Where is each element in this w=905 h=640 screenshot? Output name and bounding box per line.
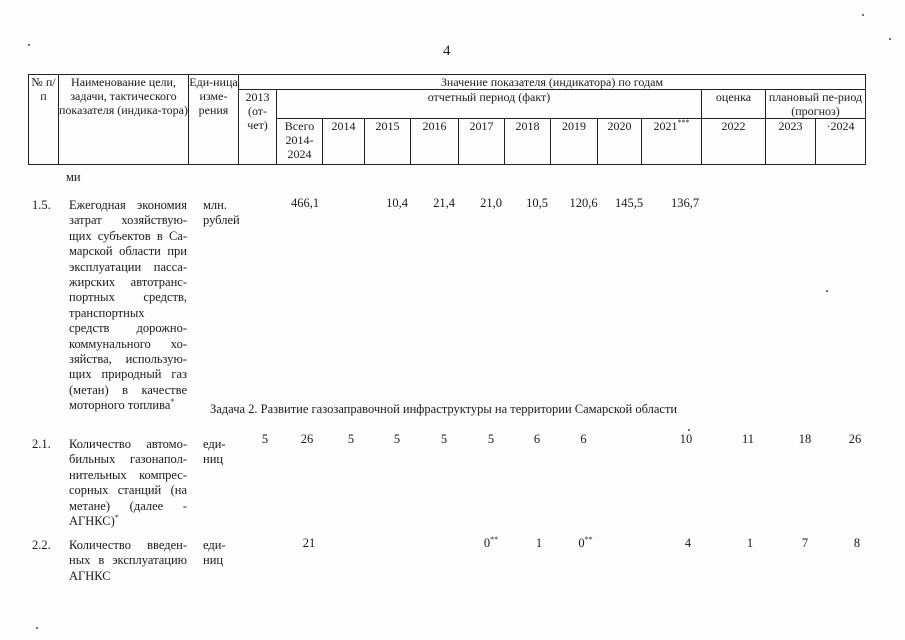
group-title: Значение показателя (индикатора) по годам [239, 75, 866, 90]
indicator-name: Количество автомо-бильных газонапол-нительных компрес-сорных станций (на метане) (далее - АГНКС)* [69, 437, 187, 529]
year-header: 2016 [411, 119, 459, 165]
value-2016: 21,4 [433, 196, 455, 210]
indicator-name: Количество введен-ных в эксплуатацию АГНКС [69, 538, 187, 583]
value-2021: 10 [679, 432, 693, 446]
row-num: 2.1. [32, 437, 51, 451]
header-table [28, 74, 866, 165]
value-2024: 8 [853, 536, 861, 550]
value-2024: 26 [848, 432, 862, 446]
unit: млн. рублей [203, 198, 240, 228]
value-2018: 1 [535, 536, 543, 550]
value-2013: 5 [261, 432, 269, 446]
col-2013-header: 2013 (от-чет) [239, 90, 277, 165]
value-2018: 10,5 [526, 196, 548, 210]
col-name-header: Наименование цели, задачи, тактического показателя (индика-тора) [59, 75, 189, 165]
task-2-title: Задача 2. Развитие газозаправочной инфраструктуры на территории Самарской области [210, 402, 678, 416]
estimate-header: оценка [702, 90, 766, 119]
scan-speck [826, 290, 828, 292]
value-total: 26 [300, 432, 314, 446]
year-header: 2017 [459, 119, 505, 165]
reporting-period-header: отчетный период (факт) [277, 90, 702, 119]
scan-speck [36, 627, 38, 629]
scan-speck [862, 14, 864, 16]
value-2023: 7 [801, 536, 809, 550]
year-header: 2020 [598, 119, 642, 165]
unit: еди-ниц [203, 538, 226, 568]
value-2023: 18 [798, 432, 812, 446]
planned-header: плановый пе-риод (прогноз) [766, 90, 866, 119]
value-2015: 10,4 [386, 196, 408, 210]
year-header: 2019 [551, 119, 598, 165]
value-2018: 6 [533, 432, 541, 446]
scan-speck [688, 429, 690, 431]
value-2016: 5 [440, 432, 448, 446]
value-2020: 145,5 [614, 196, 644, 210]
value-2017: 21,0 [480, 196, 502, 210]
value-2015: 5 [393, 432, 401, 446]
total-header: Всего 2014-2024 [277, 119, 323, 165]
value-2019: 6 [580, 432, 587, 446]
value-total: 21 [302, 536, 316, 550]
year-header: 2015 [365, 119, 411, 165]
value-2017: 5 [487, 432, 495, 446]
value-2019: 120,6 [569, 196, 598, 210]
year-2023-header: 2023 [766, 119, 816, 165]
scan-speck [889, 38, 891, 40]
year-2024-header: ·2024 [816, 119, 866, 165]
scan-speck [28, 44, 30, 46]
col-num-header: № п/п [29, 75, 59, 165]
unit: еди-ниц [203, 437, 226, 467]
row-num: 2.2. [32, 538, 51, 552]
value-2022: 1 [746, 536, 754, 550]
value-2022: 11 [741, 432, 755, 446]
value-2017: 0** [483, 534, 499, 550]
year-header: 2021*** [642, 119, 702, 165]
col-unit-header: Еди-ница изме-рения [189, 75, 239, 165]
year-header: 2018 [505, 119, 551, 165]
page-number: 4 [443, 43, 451, 59]
value-total: 466,1 [290, 196, 320, 210]
year-2022-header: 2022 [702, 119, 766, 165]
year-header: 2014 [323, 119, 365, 165]
value-2014: 5 [347, 432, 355, 446]
value-2021: 136,7 [670, 196, 700, 210]
indicator-name: Ежегодная экономия затрат хозяйствую-щих субъектов в Са-марской области при эксплуатации пасса-жирских автотранс-портных средств, транспортных средств дорожно-коммунального хо-зяйства, использую-щих природный газ (метан) в качестве моторного топлива* [69, 198, 187, 413]
continuation-text: ми [66, 170, 81, 184]
value-2019: 0** [578, 534, 593, 550]
row-num: 1.5. [32, 198, 51, 212]
value-2021: 4 [684, 536, 692, 550]
